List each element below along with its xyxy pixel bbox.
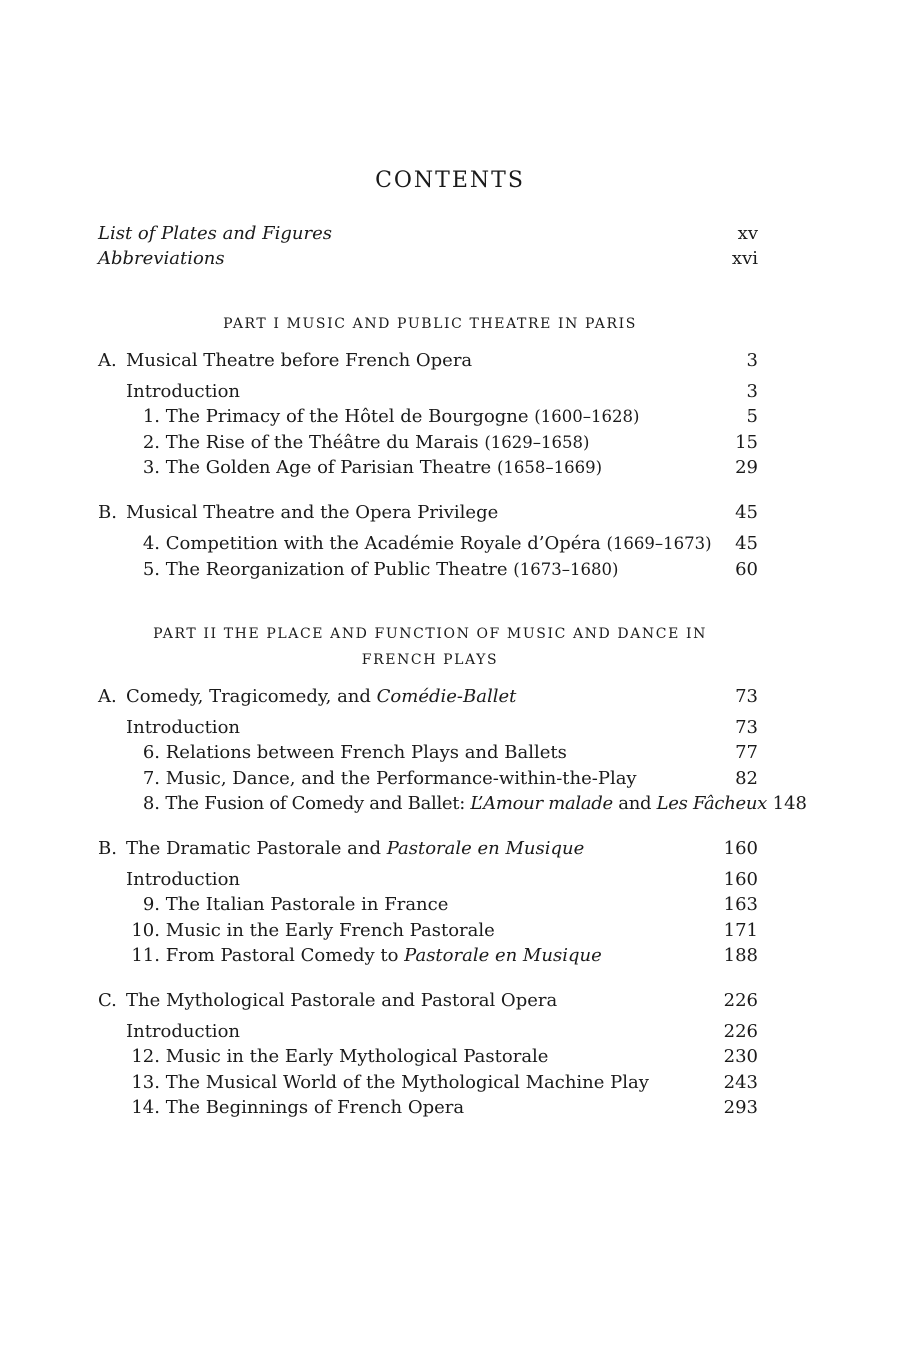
chapter-entry[interactable] xyxy=(98,557,758,583)
section-heading[interactable] xyxy=(98,836,758,861)
section-title: Musical Theatre before French Opera xyxy=(126,350,473,371)
chapter-number: 11. xyxy=(131,945,160,966)
page-number: 45 xyxy=(735,502,758,523)
page-number: 226 xyxy=(723,1021,758,1042)
part-2-heading xyxy=(120,621,740,673)
chapter-number: 2. xyxy=(142,431,160,453)
chapter-entry[interactable] xyxy=(98,1044,758,1070)
toc-entry-introduction[interactable] xyxy=(98,715,758,740)
section-title: The Dramatic Pastorale and Pastorale en Musique xyxy=(126,838,585,859)
section-title: The Mythological Pastorale and Pastoral Opera xyxy=(126,990,558,1011)
chapter-entry[interactable] xyxy=(98,918,758,944)
chapter-title: Competition with the Académie Royale d’Opéra (1669–1673) xyxy=(165,533,712,554)
page-number: 73 xyxy=(735,686,758,707)
section-letter: B. xyxy=(98,502,117,523)
page-number: 163 xyxy=(723,894,758,915)
chapter-title: The Italian Pastorale in France xyxy=(165,894,449,915)
chapter-entry[interactable] xyxy=(98,1095,758,1121)
chapter-number: 13. xyxy=(131,1071,160,1093)
chapter-number: 3. xyxy=(142,457,160,478)
chapter-title: The Primacy of the Hôtel de Bourgogne (1600–1628) xyxy=(165,406,640,427)
page-number: 60 xyxy=(735,558,758,580)
chapter-number: 14. xyxy=(131,1097,160,1118)
page-number: 243 xyxy=(723,1071,758,1093)
page-number: 188 xyxy=(723,945,758,966)
chapter-entry[interactable] xyxy=(98,1070,758,1096)
chapter-title: The Fusion of Comedy and Ballet: L’Amour malade and Les Fâcheux xyxy=(165,793,767,814)
page-number: 160 xyxy=(723,869,758,890)
part-1-heading: PART I MUSIC AND PUBLIC THEATRE IN PARIS xyxy=(223,316,637,332)
front-matter-list xyxy=(98,221,758,271)
page-number: xvi xyxy=(731,248,758,269)
chapter-title: Music in the Early French Pastorale xyxy=(165,919,495,941)
section-letter: B. xyxy=(98,838,117,859)
page-number: 148 xyxy=(772,793,807,814)
chapter-number: 1. xyxy=(142,406,160,427)
chapter-title: Music, Dance, and the Performance-within-the-Play xyxy=(165,767,637,789)
chapter-number: 5. xyxy=(142,558,160,580)
part-2-section-a xyxy=(98,684,807,817)
chapter-title: From Pastoral Comedy to Pastorale en Musique xyxy=(165,945,602,966)
chapter-entry[interactable] xyxy=(98,455,758,481)
toc-entry-list-of-plates[interactable] xyxy=(98,221,758,246)
page-title: CONTENTS xyxy=(375,168,525,193)
chapter-number: 4. xyxy=(142,533,160,554)
section-heading[interactable] xyxy=(98,500,758,525)
page-number: 226 xyxy=(723,990,758,1011)
chapter-entry[interactable] xyxy=(98,892,758,918)
page-number: 29 xyxy=(735,457,758,478)
chapter-entry[interactable] xyxy=(98,740,758,766)
toc-entry-introduction[interactable] xyxy=(98,867,758,892)
page-number: 230 xyxy=(723,1046,758,1067)
part-2-section-c xyxy=(98,988,758,1121)
toc-entry-introduction[interactable] xyxy=(98,379,758,404)
entry-title: Introduction xyxy=(126,1021,240,1042)
chapter-number: 8. xyxy=(142,793,160,814)
section-title: Comedy, Tragicomedy, and Comédie-Ballet xyxy=(126,686,517,707)
chapter-number: 10. xyxy=(131,919,160,941)
chapter-title: The Rise of the Théâtre du Marais (1629–1658) xyxy=(165,431,590,453)
page-number: 3 xyxy=(746,381,758,402)
chapter-title: Music in the Early Mythological Pastorale xyxy=(165,1046,549,1067)
chapter-title: The Reorganization of Public Theatre (1673–1680) xyxy=(165,558,619,580)
chapter-entry[interactable] xyxy=(98,943,758,969)
page-number: 77 xyxy=(735,742,758,763)
section-letter: C. xyxy=(98,990,117,1011)
chapter-number: 6. xyxy=(142,742,160,763)
part-2-heading-line-2: FRENCH PLAYS xyxy=(361,652,499,668)
part-1-section-b xyxy=(98,500,758,582)
page-number: 82 xyxy=(735,767,758,789)
chapter-title: The Golden Age of Parisian Theatre (1658–1669) xyxy=(165,457,603,478)
part-2-section-b xyxy=(98,836,758,969)
section-heading[interactable] xyxy=(98,988,758,1013)
page-number: 160 xyxy=(723,838,758,859)
entry-title: Introduction xyxy=(126,869,240,890)
chapter-entry[interactable] xyxy=(98,404,758,430)
entry-title: Introduction xyxy=(126,381,240,402)
chapter-entry[interactable] xyxy=(98,531,758,557)
toc-entry-abbreviations[interactable] xyxy=(98,246,758,271)
chapter-number: 12. xyxy=(131,1046,160,1067)
chapter-number: 9. xyxy=(142,894,160,915)
page-number: 293 xyxy=(723,1097,758,1118)
chapter-entry[interactable] xyxy=(98,766,758,792)
page-number: 15 xyxy=(735,431,758,453)
section-heading[interactable] xyxy=(98,684,758,709)
part-1-section-a xyxy=(98,348,758,481)
chapter-entry[interactable] xyxy=(98,430,758,456)
chapter-title: The Beginnings of French Opera xyxy=(165,1097,465,1118)
chapter-title: The Musical World of the Mythological Machine Play xyxy=(165,1071,649,1093)
chapter-title: Relations between French Plays and Ballets xyxy=(165,742,567,763)
page-number: xv xyxy=(737,223,758,244)
page-number: 3 xyxy=(746,350,758,371)
entry-title: Introduction xyxy=(126,717,240,738)
entry-title: Abbreviations xyxy=(98,248,225,269)
part-2-heading-line-1: PART II THE PLACE AND FUNCTION OF MUSIC AND DANCE IN xyxy=(153,626,707,642)
section-title: Musical Theatre and the Opera Privilege xyxy=(126,502,499,523)
page-number: 171 xyxy=(723,919,758,941)
page-number: 73 xyxy=(735,717,758,738)
page-number: 45 xyxy=(735,533,758,554)
section-heading[interactable] xyxy=(98,348,758,373)
section-letter: A. xyxy=(98,350,117,371)
page-number: 5 xyxy=(746,406,758,427)
chapter-number: 7. xyxy=(142,767,160,789)
toc-entry-introduction[interactable] xyxy=(98,1019,758,1044)
section-letter: A. xyxy=(98,686,117,707)
chapter-entry[interactable] xyxy=(98,791,807,817)
entry-title: List of Plates and Figures xyxy=(98,223,332,244)
